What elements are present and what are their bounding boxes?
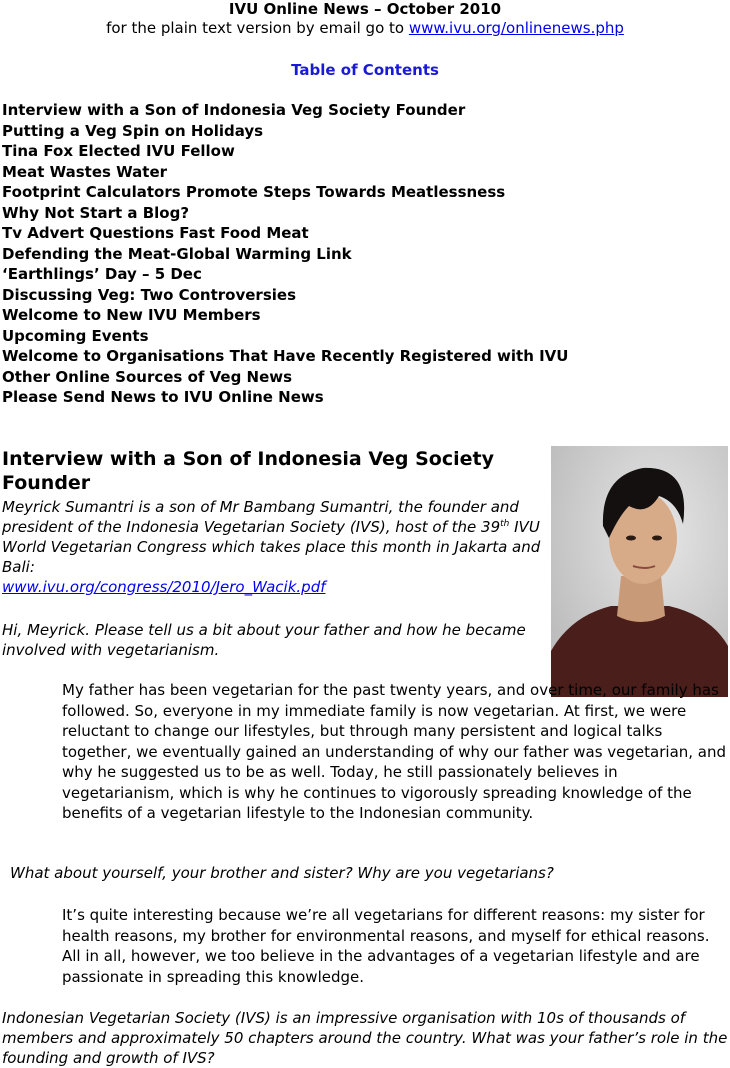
toc-item[interactable]: Why Not Start a Blog? <box>2 203 190 222</box>
interview-question: What about yourself, your brother and sister? Why are you vegetarians? <box>10 864 554 882</box>
interview-answer: It’s quite interesting because we’re all vegetarians for different reasons: my sister for health reasons, my brother for environmental reasons, and myself for ethical reasons. All in all, however, we too believe in the advantages of a vegetarian lifestyle and are passionate in spreading this knowledge. <box>62 906 710 986</box>
toc-item[interactable]: Welcome to New IVU Members <box>2 306 261 324</box>
table-of-contents <box>2 100 568 408</box>
toc-item[interactable]: Upcoming Events <box>2 326 149 345</box>
toc-item[interactable]: Defending the Meat-Global Warming Link <box>2 244 352 263</box>
toc-item[interactable]: Welcome to Organisations That Have Recently Registered with IVU <box>2 347 569 365</box>
article-title: Interview with a Son of Indonesia Veg Society Founder <box>2 448 494 494</box>
intro-text-2: IVU World Vegetarian Congress which takes place this month in Jakarta and Bali: <box>2 518 541 576</box>
plain-text-note <box>0 18 730 38</box>
toc-item[interactable]: Putting a Veg Spin on Holidays <box>2 121 264 140</box>
toc-item[interactable]: Other Online Sources of Veg News <box>2 367 293 386</box>
interview-question: Indonesian Vegetarian Society (IVS) is an impressive organisation with 10s of thousands of members and approximately 50 chapters around the country. What was your father’s role in the founding and growth of IVS? <box>2 1009 728 1067</box>
toc-item[interactable]: Tina Fox Elected IVU Fellow <box>2 142 235 160</box>
interview-answer: My father has been vegetarian for the past twenty years, and over time, our family has followed. So, everyone in my immediate family is now vegetarian. At first, we were reluctant to change our lifestyles, but through many persistent and logical talks together, we eventually gained an understanding of why our father was vegetarian, and why he suggested us to be as well. Today, he still passionately believes in vegetarianism, which is why he continues to vigorously spreading knowledge of the benefits of a vegetarian lifestyle to the Indonesian community. <box>62 681 727 822</box>
online-news-link[interactable]: www.ivu.org/onlinenews.php <box>408 19 624 37</box>
toc-item[interactable]: Tv Advert Questions Fast Food Meat <box>2 224 309 242</box>
intro-text-1: Meyrick Sumantri is a son of Mr Bambang Sumantri, the founder and president of the Indonesia Vegetarian Society (IVS), host of the 39 <box>2 498 519 536</box>
toc-item[interactable]: Footprint Calculators Promote Steps Towards Meatlessness <box>2 183 506 201</box>
plain-text-note-label: for the plain text version by email go to <box>106 19 409 37</box>
toc-title: Table of Contents <box>291 61 439 79</box>
toc-item[interactable]: Interview with a Son of Indonesia Veg Society Founder <box>2 101 466 119</box>
toc-item[interactable]: Meat Wastes Water <box>2 162 168 181</box>
congress-link[interactable]: www.ivu.org/congress/2010/Jero_Wacik.pdf <box>2 578 326 596</box>
article-intro <box>2 497 542 597</box>
portrait-photo <box>551 446 728 697</box>
interview-question: Hi, Meyrick. Please tell us a bit about your father and how he became involved with vegetarianism. <box>2 621 526 659</box>
newsletter-title: IVU Online News – October 2010 <box>228 0 502 18</box>
toc-item[interactable]: ‘Earthlings’ Day – 5 Dec <box>2 265 202 283</box>
portrait-image <box>551 446 728 697</box>
toc-item[interactable]: Please Send News to IVU Online News <box>2 388 324 406</box>
toc-item[interactable]: Discussing Veg: Two Controversies <box>2 285 297 304</box>
ordinal-suffix: th <box>500 519 510 529</box>
